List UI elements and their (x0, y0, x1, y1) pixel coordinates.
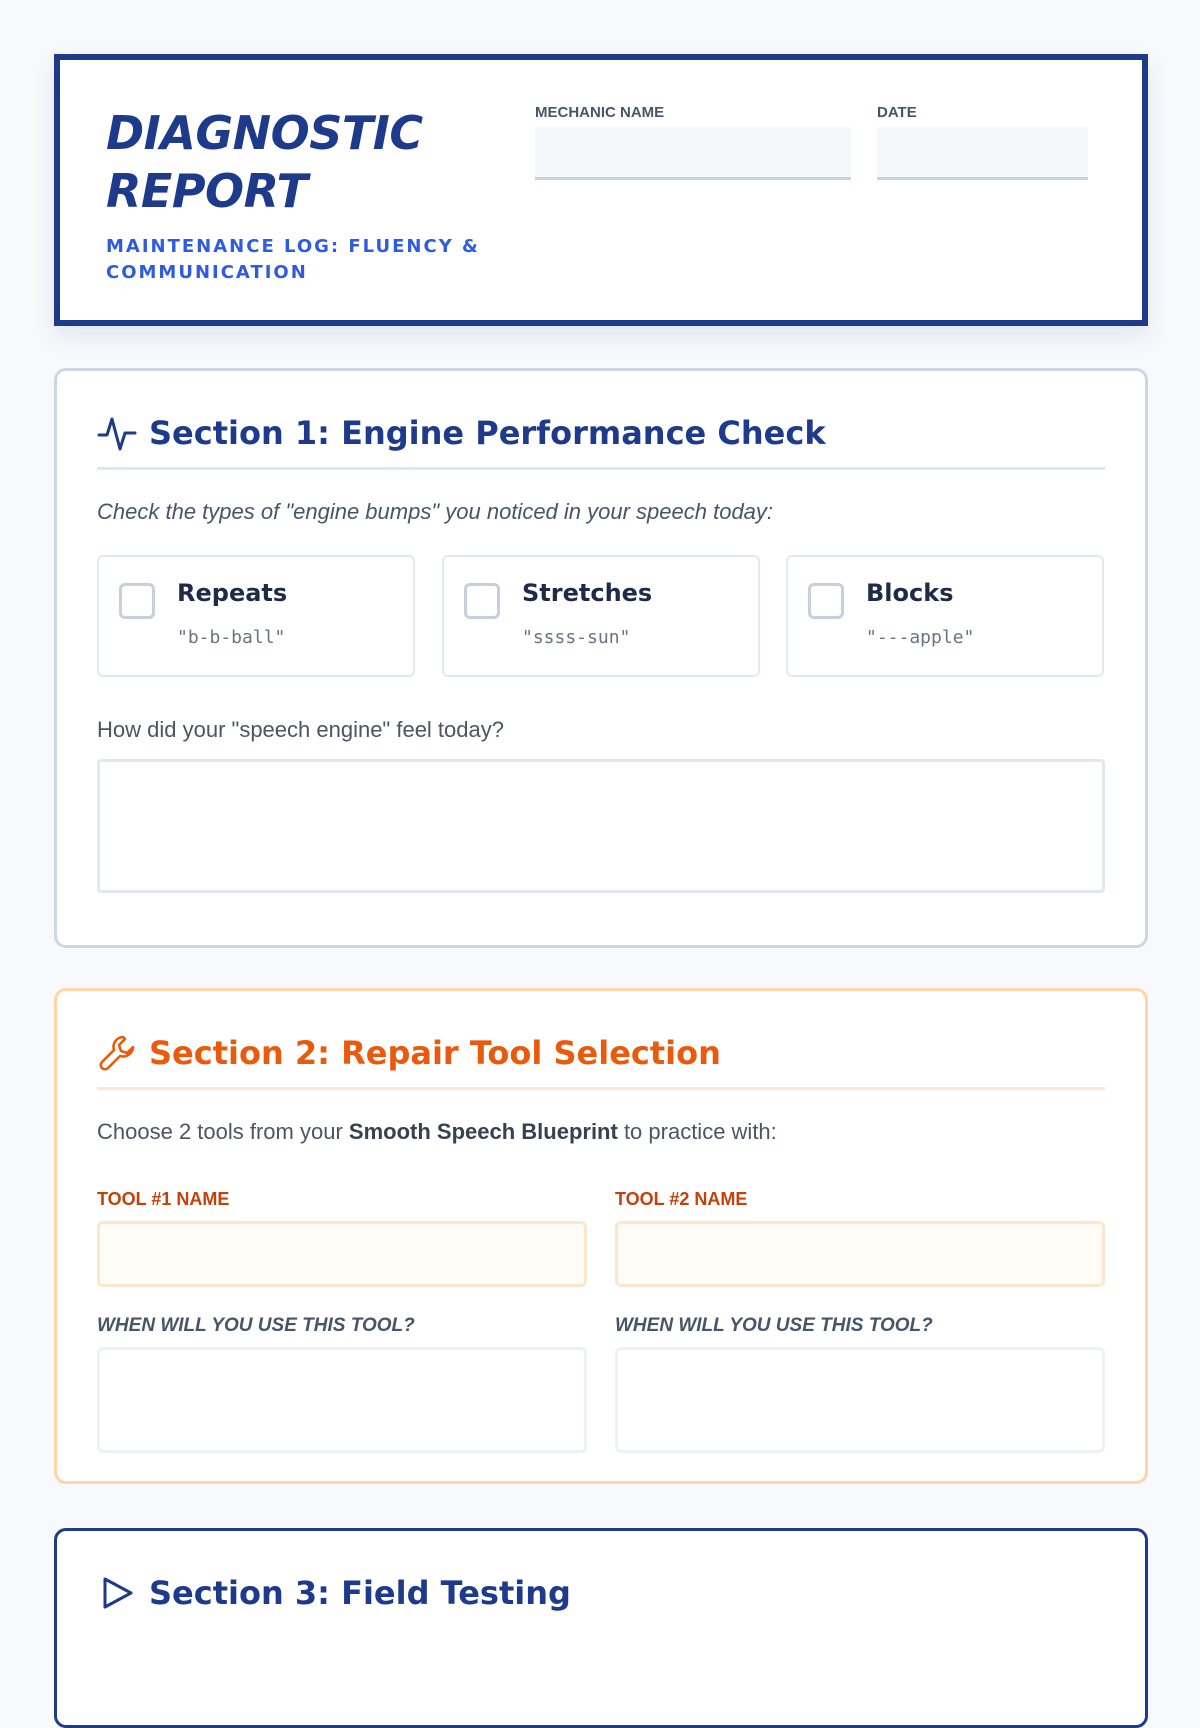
section-engine-performance (54, 368, 1148, 948)
stretches-checkbox[interactable] (464, 583, 500, 619)
report-title: DIAGNOSTIC REPORT (106, 106, 423, 218)
report-subtitle: MAINTENANCE LOG: FLUENCY & COMMUNICATION (106, 236, 480, 283)
engine-feel-textarea[interactable] (97, 759, 1105, 893)
mechanic-name-input[interactable] (535, 127, 851, 180)
stretches-label: Stretches (522, 579, 653, 607)
blocks-example: "---apple" (866, 627, 975, 648)
report-header (54, 54, 1148, 326)
section1-title: Section 1: Engine Performance Check (149, 414, 826, 452)
section2-title: Section 2: Repair Tool Selection (149, 1034, 721, 1072)
date-field (877, 104, 1088, 180)
mechanic-name-label: MECHANIC NAME (535, 104, 665, 121)
tool1-name-label: TOOL #1 NAME (97, 1189, 230, 1209)
repeats-checkbox[interactable] (119, 583, 155, 619)
section2-header (97, 1031, 1105, 1090)
section2-intro: Choose 2 tools from your Smooth Speech Blueprint to practice with: (97, 1119, 777, 1144)
section1-header (97, 411, 1105, 470)
tool1-when-textarea[interactable] (97, 1347, 587, 1453)
section-field-testing (54, 1528, 1148, 1728)
section3-title: Section 3: Field Testing (149, 1574, 571, 1612)
tool2-name-label: TOOL #2 NAME (615, 1189, 748, 1209)
checkbox-card-blocks[interactable] (786, 555, 1104, 677)
tool2-when-textarea[interactable] (615, 1347, 1105, 1453)
checkbox-card-stretches[interactable] (442, 555, 760, 677)
tool2-name-input[interactable] (615, 1221, 1105, 1287)
checkbox-card-repeats[interactable] (97, 555, 415, 677)
tool2-when-label: WHEN WILL YOU USE THIS TOOL? (615, 1315, 933, 1336)
repeats-example: "b-b-ball" (177, 627, 286, 648)
section3-header (97, 1571, 1105, 1627)
blocks-checkbox[interactable] (808, 583, 844, 619)
blocks-label: Blocks (866, 579, 954, 607)
blueprint-name: Smooth Speech Blueprint (348, 1119, 618, 1144)
report-page (54, 54, 1148, 1612)
date-input[interactable] (877, 127, 1088, 180)
mechanic-name-field (535, 104, 851, 180)
section-repair-tools (54, 988, 1148, 1484)
activity-pulse-icon (97, 413, 137, 453)
engine-feel-question: How did your "speech engine" feel today? (97, 717, 504, 742)
stretches-example: "ssss-sun" (522, 627, 631, 648)
date-label: DATE (877, 104, 917, 121)
tool1-name-input[interactable] (97, 1221, 587, 1287)
section1-hint: Check the types of "engine bumps" you noticed in your speech today: (97, 499, 774, 524)
play-icon (97, 1573, 137, 1613)
wrench-icon (97, 1033, 137, 1073)
tool1-when-label: WHEN WILL YOU USE THIS TOOL? (97, 1315, 415, 1336)
repeats-label: Repeats (177, 579, 288, 607)
engine-bump-options (97, 555, 1085, 677)
